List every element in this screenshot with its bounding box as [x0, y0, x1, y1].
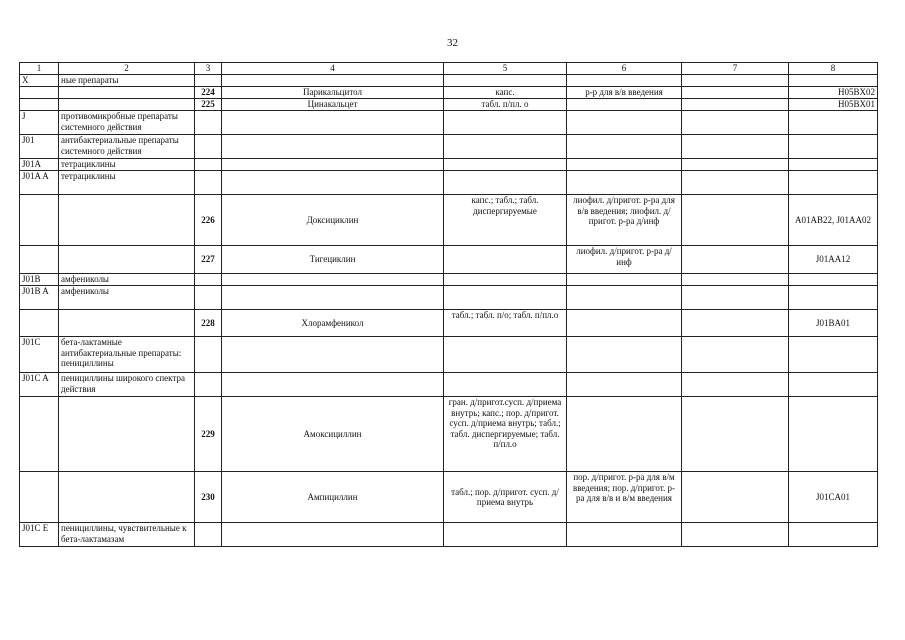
atc-code-cell: J01 [20, 135, 59, 159]
drug-name-cell [222, 159, 444, 171]
atc-full-code-cell [789, 397, 878, 472]
drug-name-cell: Амоксициллин [222, 397, 444, 472]
column-header: 2 [59, 63, 195, 75]
atc-code-cell [20, 397, 59, 472]
item-number-cell [195, 274, 222, 286]
atc-full-code-cell: H05BX02 [789, 87, 878, 99]
atc-code-cell [20, 99, 59, 111]
empty-cell [682, 373, 789, 397]
group-name-cell [59, 246, 195, 274]
table-row [20, 274, 878, 286]
column-header: 7 [682, 63, 789, 75]
dosage-form-cell [444, 135, 567, 159]
dosage-form-cell [444, 286, 567, 310]
empty-cell [682, 111, 789, 135]
table-row [20, 111, 878, 135]
dosage-form-cell [444, 523, 567, 547]
atc-full-code-cell [789, 159, 878, 171]
table-row [20, 171, 878, 195]
injection-form-cell [567, 523, 682, 547]
group-name-cell [59, 87, 195, 99]
atc-full-code-cell: J01CA01 [789, 472, 878, 523]
table-row [20, 373, 878, 397]
empty-cell [682, 171, 789, 195]
injection-form-cell [567, 397, 682, 472]
item-number-cell [195, 523, 222, 547]
dosage-form-cell: гран. д/пригот.сусп. д/приема внутрь; капс.; пор. д/пригот. сусп. д/приема внутрь; табл.; табл. диспергируемые; табл. п/пл.о [444, 397, 567, 472]
atc-code-cell: J [20, 111, 59, 135]
item-number-cell: 227 [195, 246, 222, 274]
atc-full-code-cell: J01AA12 [789, 246, 878, 274]
empty-cell [682, 159, 789, 171]
injection-form-cell [567, 373, 682, 397]
item-number-cell: 228 [195, 310, 222, 337]
empty-cell [682, 274, 789, 286]
atc-full-code-cell [789, 274, 878, 286]
item-number-cell [195, 111, 222, 135]
injection-form-cell [567, 337, 682, 373]
dosage-form-cell [444, 159, 567, 171]
empty-cell [682, 397, 789, 472]
table-row [20, 246, 878, 274]
item-number-cell [195, 286, 222, 310]
item-number-cell [195, 171, 222, 195]
group-name-cell: ные препараты [59, 75, 195, 87]
item-number-cell: 229 [195, 397, 222, 472]
drug-name-cell: Парикальцитол [222, 87, 444, 99]
item-number-cell [195, 373, 222, 397]
atc-code-cell: X [20, 75, 59, 87]
atc-full-code-cell [789, 523, 878, 547]
atc-full-code-cell [789, 111, 878, 135]
group-name-cell: амфениколы [59, 274, 195, 286]
table-row [20, 99, 878, 111]
atc-full-code-cell [789, 135, 878, 159]
page-number: 32 [447, 37, 458, 49]
empty-cell [682, 87, 789, 99]
atc-code-cell [20, 310, 59, 337]
drug-name-cell: Цинакальцет [222, 99, 444, 111]
injection-form-cell: р-р для в/в введения [567, 87, 682, 99]
injection-form-cell [567, 75, 682, 87]
table-row [20, 337, 878, 373]
item-number-cell: 230 [195, 472, 222, 523]
injection-form-cell: лиофил. д/пригот. р-ра д/инф [567, 246, 682, 274]
group-name-cell [59, 397, 195, 472]
drug-name-cell [222, 523, 444, 547]
atc-code-cell [20, 246, 59, 274]
group-name-cell: тетрациклины [59, 171, 195, 195]
table-row [20, 159, 878, 171]
column-header: 6 [567, 63, 682, 75]
item-number-cell: 226 [195, 195, 222, 246]
drug-name-cell [222, 286, 444, 310]
drug-name-cell: Тигециклин [222, 246, 444, 274]
injection-form-cell [567, 274, 682, 286]
group-name-cell [59, 99, 195, 111]
atc-code-cell [20, 87, 59, 99]
column-header: 8 [789, 63, 878, 75]
table-row [20, 195, 878, 246]
atc-full-code-cell [789, 75, 878, 87]
injection-form-cell [567, 310, 682, 337]
item-number-cell [195, 75, 222, 87]
table-row [20, 135, 878, 159]
group-name-cell: бета-лактамные антибактериальные препараты: пенициллины [59, 337, 195, 373]
dosage-form-cell [444, 75, 567, 87]
drug-name-cell: Ампициллин [222, 472, 444, 523]
empty-cell [682, 337, 789, 373]
atc-full-code-cell [789, 373, 878, 397]
empty-cell [682, 99, 789, 111]
atc-code-cell: J01C A [20, 373, 59, 397]
group-name-cell: пенициллины, чувствительные к бета-лактамазам [59, 523, 195, 547]
atc-code-cell: J01C E [20, 523, 59, 547]
drug-name-cell [222, 135, 444, 159]
empty-cell [682, 310, 789, 337]
dosage-form-cell: табл.; пор. д/пригот. сусп. д/приема внутрь [444, 472, 567, 523]
empty-cell [682, 246, 789, 274]
dosage-form-cell [444, 337, 567, 373]
table-row [20, 472, 878, 523]
drug-name-cell [222, 274, 444, 286]
group-name-cell: пенициллины широкого спектра действия [59, 373, 195, 397]
empty-cell [682, 523, 789, 547]
drug-name-cell [222, 171, 444, 195]
table-row [20, 286, 878, 310]
dosage-form-cell [444, 274, 567, 286]
drug-table [19, 62, 878, 547]
empty-cell [682, 286, 789, 310]
atc-code-cell: J01A [20, 159, 59, 171]
item-number-cell [195, 159, 222, 171]
group-name-cell [59, 195, 195, 246]
table-row [20, 75, 878, 87]
dosage-form-cell [444, 171, 567, 195]
dosage-form-cell: капс.; табл.; табл. диспергируемые [444, 195, 567, 246]
dosage-form-cell [444, 373, 567, 397]
injection-form-cell [567, 159, 682, 171]
drug-name-cell [222, 111, 444, 135]
group-name-cell: антибактериальные препараты системного действия [59, 135, 195, 159]
atc-code-cell: J01B A [20, 286, 59, 310]
atc-full-code-cell: J01BA01 [789, 310, 878, 337]
dosage-form-cell: табл.; табл. п/о; табл. п/пл.о [444, 310, 567, 337]
dosage-form-cell: табл. п/пл. о [444, 99, 567, 111]
empty-cell [682, 472, 789, 523]
item-number-cell [195, 337, 222, 373]
group-name-cell: тетрациклины [59, 159, 195, 171]
drug-name-cell [222, 337, 444, 373]
atc-full-code-cell [789, 337, 878, 373]
group-name-cell [59, 310, 195, 337]
empty-cell [682, 75, 789, 87]
table-row [20, 87, 878, 99]
dosage-form-cell: капс. [444, 87, 567, 99]
dosage-form-cell [444, 246, 567, 274]
injection-form-cell [567, 111, 682, 135]
atc-full-code-cell [789, 171, 878, 195]
column-header: 5 [444, 63, 567, 75]
table-row [20, 397, 878, 472]
injection-form-cell [567, 171, 682, 195]
atc-code-cell: J01A A [20, 171, 59, 195]
table-row [20, 310, 878, 337]
drug-name-cell: Хлорамфеникол [222, 310, 444, 337]
injection-form-cell [567, 99, 682, 111]
table-row [20, 523, 878, 547]
item-number-cell [195, 135, 222, 159]
empty-cell [682, 135, 789, 159]
header-row [20, 63, 878, 75]
atc-code-cell: J01B [20, 274, 59, 286]
injection-form-cell [567, 286, 682, 310]
dosage-form-cell [444, 111, 567, 135]
empty-cell [682, 195, 789, 246]
injection-form-cell: лиофил. д/пригот. р-ра для в/в введения; лиофил. д/пригот. р-ра д/инф [567, 195, 682, 246]
atc-full-code-cell: H05BX01 [789, 99, 878, 111]
column-header: 4 [222, 63, 444, 75]
item-number-cell: 225 [195, 99, 222, 111]
group-name-cell [59, 472, 195, 523]
atc-code-cell: J01C [20, 337, 59, 373]
drug-name-cell [222, 373, 444, 397]
injection-form-cell: пор. д/пригот. р-ра для в/м введения; пор. д/пригот. р-ра для в/в и в/м введения [567, 472, 682, 523]
atc-code-cell [20, 472, 59, 523]
group-name-cell: амфениколы [59, 286, 195, 310]
atc-code-cell [20, 195, 59, 246]
drug-name-cell [222, 75, 444, 87]
injection-form-cell [567, 135, 682, 159]
group-name-cell: противомикробные препараты системного действия [59, 111, 195, 135]
column-header: 1 [20, 63, 59, 75]
drug-name-cell: Доксициклин [222, 195, 444, 246]
column-header: 3 [195, 63, 222, 75]
atc-full-code-cell: A01AB22, J01AA02 [789, 195, 878, 246]
item-number-cell: 224 [195, 87, 222, 99]
atc-full-code-cell [789, 286, 878, 310]
